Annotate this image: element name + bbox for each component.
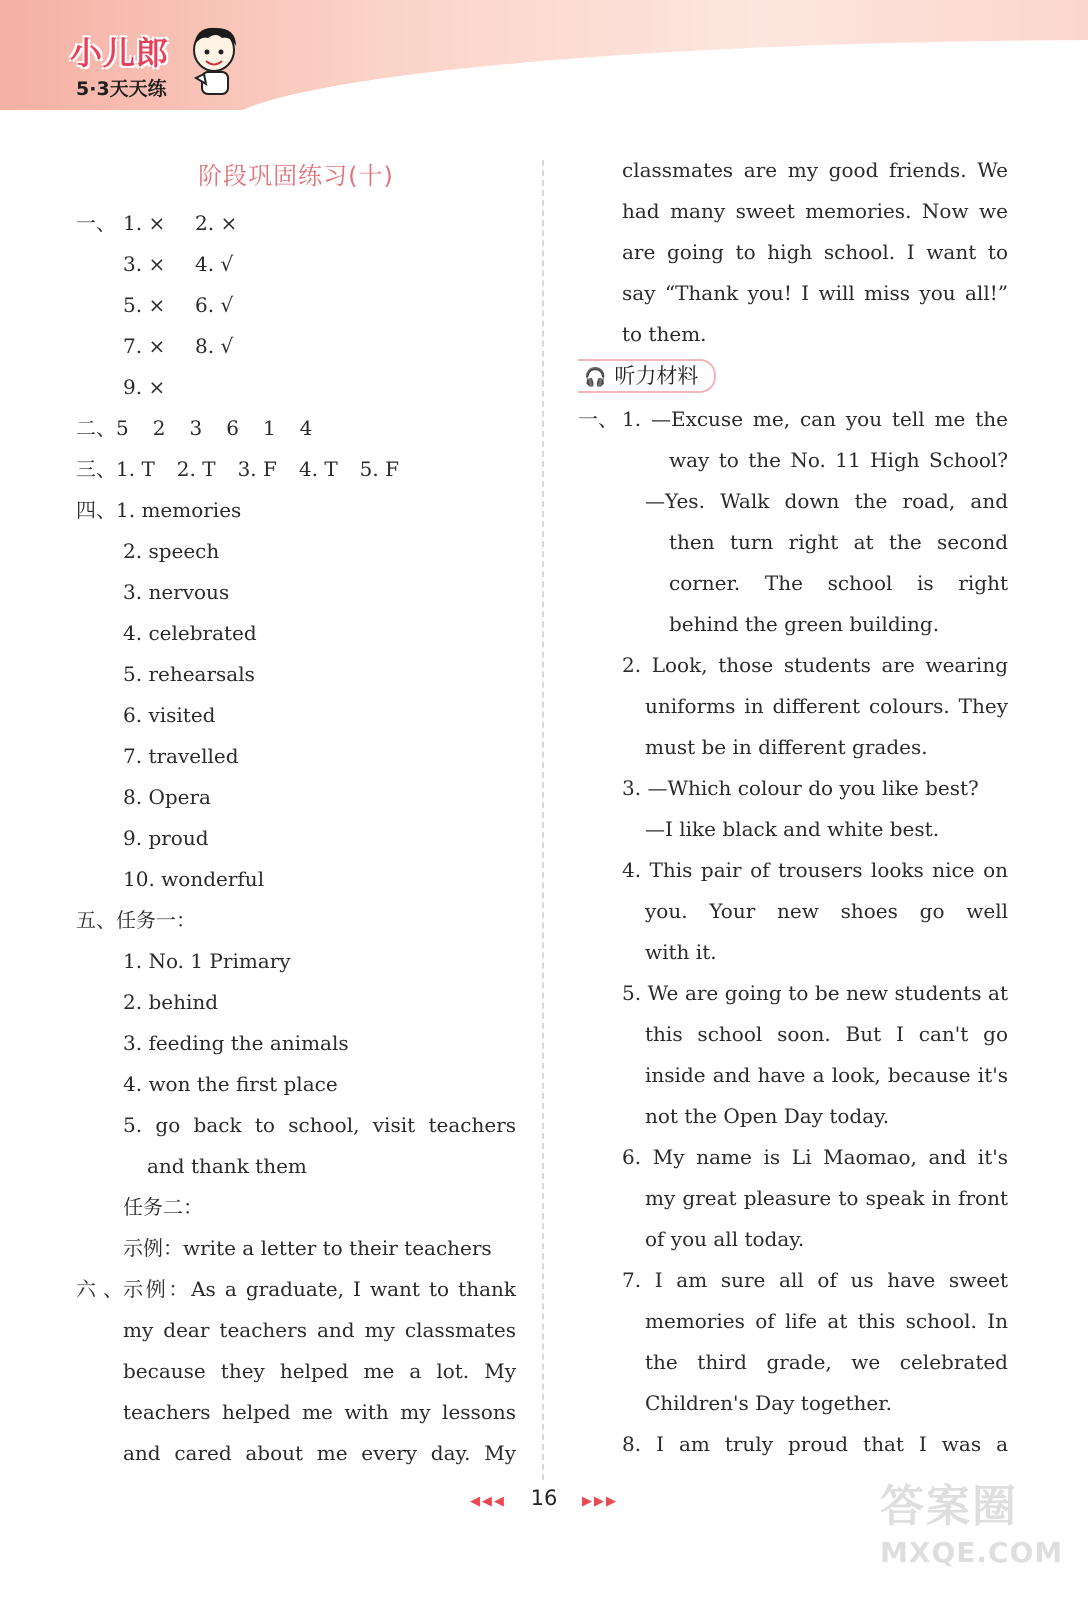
answer-row: 示例：write a letter to their teachers xyxy=(123,1236,492,1260)
essay-line: classmates are my good friends. We xyxy=(622,158,1008,182)
task-heading: 任务二： xyxy=(123,1195,203,1219)
script-line: Children's Day together. xyxy=(645,1391,892,1415)
essay-line: teachers helped me with my lessons xyxy=(123,1400,516,1424)
script-line: inside and have a look, because it's xyxy=(645,1063,1008,1087)
script-line: uniforms in different colours. They xyxy=(645,694,1008,718)
answer-row xyxy=(76,244,516,285)
script-line: 5. We are going to be new students at xyxy=(622,981,1008,1005)
answer: 2. × xyxy=(195,211,238,235)
part-4 xyxy=(76,490,516,900)
script-line: 8. I am truly proud that I was a xyxy=(622,1432,1008,1456)
mascot-icon xyxy=(186,24,242,98)
watermark-logo: 答案圈 xyxy=(880,1481,1018,1532)
series-name: 5·3天天练 xyxy=(76,78,167,100)
answer-row: 10. wonderful xyxy=(123,867,265,891)
watermark-url: MXQE.COM xyxy=(880,1536,1064,1569)
answer: 2 xyxy=(152,416,166,440)
answer: 1. T xyxy=(116,457,155,481)
answer: 4. T xyxy=(298,457,338,481)
script-line: the third grade, we celebrated xyxy=(645,1350,1008,1374)
answer: 3. × xyxy=(123,252,166,276)
script-line: 2. Look, those students are wearing xyxy=(622,653,1008,677)
essay-line: my dear teachers and my classmates xyxy=(123,1318,516,1342)
site-watermark xyxy=(880,1470,1070,1590)
answer-row: 2. speech xyxy=(123,539,220,563)
brand-logo: 小儿郎 xyxy=(70,34,170,72)
answer-row xyxy=(76,367,516,408)
part-label: 五、 xyxy=(76,908,116,932)
answer-row: 4. won the first place xyxy=(123,1072,338,1096)
script-line: —Yes. Walk down the road, and xyxy=(645,489,1008,513)
essay-line: had many sweet memories. Now we xyxy=(622,199,1008,223)
answer-row xyxy=(76,490,516,531)
script-text: 1. —Excuse me, can you tell me the xyxy=(622,407,1008,431)
script-line: 3. —Which colour do you like best? xyxy=(622,776,979,800)
answer-row: and thank them xyxy=(147,1154,307,1178)
answer-row xyxy=(76,326,516,367)
answer-row: 2. behind xyxy=(123,990,219,1014)
left-arrows-icon: ◀◀◀ xyxy=(469,1494,506,1509)
answer-row: 7. travelled xyxy=(123,744,239,768)
answer: 3. F xyxy=(237,457,277,481)
script-line: must be in different grades. xyxy=(645,735,928,759)
part-label: 一、 xyxy=(76,211,116,235)
part-label: 四、 xyxy=(76,498,116,522)
answer-row: 5. go back to school, visit teachers xyxy=(123,1113,516,1137)
answer: 1. × xyxy=(123,211,166,235)
essay-continued xyxy=(578,150,1008,355)
essay-line xyxy=(76,1269,516,1310)
part-label: 一、 xyxy=(578,407,618,431)
answer: 3 xyxy=(189,416,203,440)
page-number: 16 xyxy=(530,1486,558,1510)
left-column xyxy=(76,150,516,1474)
answer: 6 xyxy=(226,416,239,440)
script-line: you. Your new shoes go well xyxy=(645,899,1008,923)
answer: 5. F xyxy=(359,457,399,481)
essay-line: say “Thank you! I will miss you all!” xyxy=(622,281,1008,305)
part-label: 六、 xyxy=(76,1277,123,1301)
essay-line: because they helped me a lot. My xyxy=(123,1359,516,1383)
script-line: with it. xyxy=(645,940,717,964)
answer: 4 xyxy=(299,416,313,440)
script-line: memories of life at this school. In xyxy=(645,1309,1008,1333)
script-line: this school soon. But I can't go xyxy=(645,1022,1008,1046)
script-line: behind the green building. xyxy=(669,612,940,636)
answer-row xyxy=(76,203,516,244)
script-line: corner. The school is right xyxy=(669,571,1008,595)
answer: 5. × xyxy=(123,293,166,317)
listening-script xyxy=(578,399,1008,1465)
script-line xyxy=(578,399,1008,440)
task-heading xyxy=(76,900,516,941)
answer: 8. √ xyxy=(195,334,234,358)
headphones-icon: 🎧 xyxy=(584,367,607,388)
script-line: —I like black and white best. xyxy=(645,817,940,841)
script-line: 7. I am sure all of us have sweet xyxy=(622,1268,1008,1292)
part-1 xyxy=(76,203,516,408)
essay-line: are going to high school. I want to xyxy=(622,240,1008,264)
answer-row xyxy=(76,285,516,326)
answer: 6. √ xyxy=(195,293,234,317)
answer: 9. × xyxy=(123,375,166,399)
essay-line: to them. xyxy=(622,322,707,346)
essay-text: 示例：As a graduate, I want to thank xyxy=(123,1277,516,1301)
script-line: then turn right at the second xyxy=(669,530,1008,554)
answer-row: 8. Opera xyxy=(123,785,211,809)
script-line: way to the No. 11 High School? xyxy=(669,448,1008,472)
column-divider xyxy=(542,160,544,1480)
part-6 xyxy=(76,1269,516,1474)
script-line: 4. This pair of trousers looks nice on xyxy=(622,858,1008,882)
part-5 xyxy=(76,900,516,1269)
listening-label: 听力材料 xyxy=(614,364,699,388)
answer-row: 3. nervous xyxy=(123,580,230,604)
script-line: of you all today. xyxy=(645,1227,805,1251)
answer: 4. √ xyxy=(195,252,234,276)
part-label: 三、 xyxy=(76,457,116,481)
exercise-title: 阶段巩固练习(十) xyxy=(198,162,394,190)
script-line: not the Open Day today. xyxy=(645,1104,890,1128)
answer-row: 6. visited xyxy=(123,703,216,727)
answer-row: 3. feeding the animals xyxy=(123,1031,349,1055)
essay-line: and cared about me every day. My xyxy=(123,1441,516,1465)
right-column xyxy=(578,150,1008,1465)
answer: 1 xyxy=(262,416,276,440)
answer: 7. × xyxy=(123,334,166,358)
right-arrows-icon: ▶▶▶ xyxy=(582,1494,619,1509)
part-2 xyxy=(76,408,516,449)
answer: 1. memories xyxy=(116,498,242,522)
listening-materials-tag xyxy=(578,359,716,393)
part-label: 二、 xyxy=(76,416,116,440)
part-3 xyxy=(76,449,516,490)
answer-row: 1. No. 1 Primary xyxy=(123,949,291,973)
answer-row: 5. rehearsals xyxy=(123,662,255,686)
answer: 2. T xyxy=(176,457,216,481)
script-line: 6. My name is Li Maomao, and it's xyxy=(622,1145,1008,1169)
answer: 5 xyxy=(116,416,129,440)
script-line: my great pleasure to speak in front xyxy=(645,1186,1008,1210)
answer-row: 9. proud xyxy=(123,826,209,850)
answer-row: 4. celebrated xyxy=(123,621,257,645)
task-label: 任务一： xyxy=(116,908,196,932)
